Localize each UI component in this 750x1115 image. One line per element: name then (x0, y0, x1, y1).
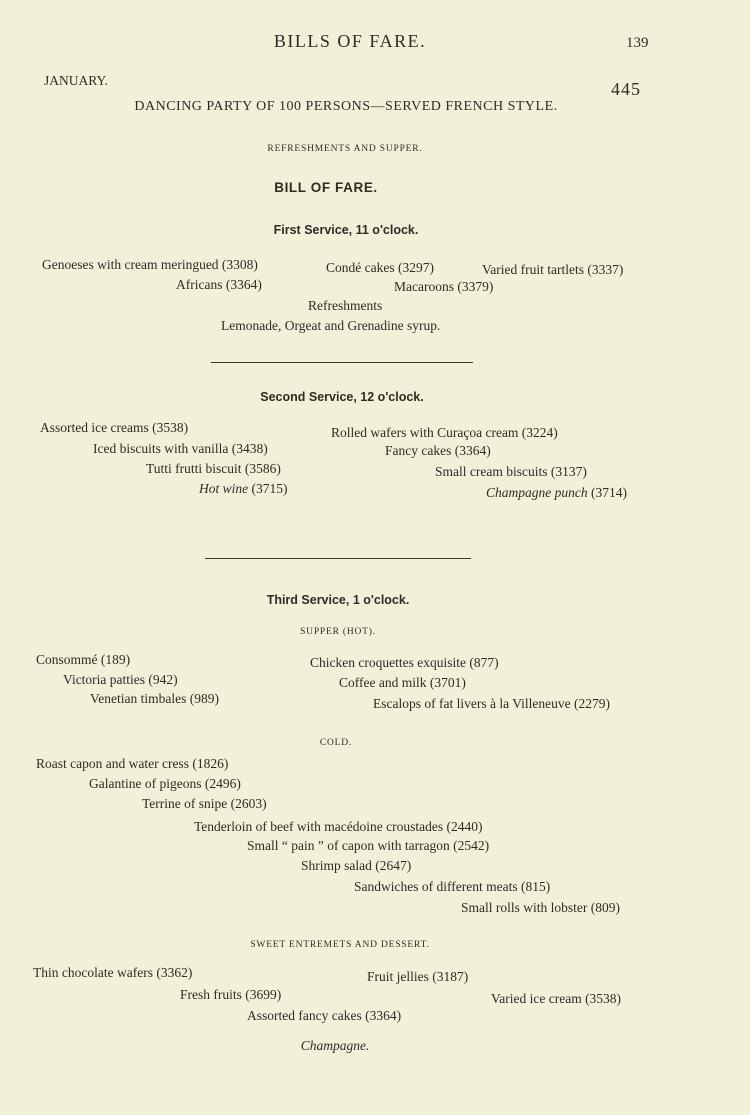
menu-item: Sandwiches of different meats (815) (354, 879, 551, 894)
menu-item: Escalops of fat livers à la Villeneuve (2279) (373, 696, 610, 711)
supper-hot-heading: SUPPER (HOT). (300, 627, 376, 637)
menu-item: Macaroons (3379) (394, 279, 494, 294)
menu-item: Refreshments (308, 298, 383, 313)
menu-item: Victoria patties (942) (63, 672, 178, 687)
cold-heading: COLD. (319, 738, 353, 748)
menu-item: Condé cakes (3297) (326, 260, 434, 275)
third-service-heading: Third Service, 1 o'clock. (266, 593, 410, 607)
menu-item: Fancy cakes (3364) (385, 443, 491, 458)
first-service-heading: First Service, 11 o'clock. (273, 223, 419, 237)
month-label: JANUARY. (44, 73, 108, 88)
menu-item-italic: Hot wine (199, 481, 249, 496)
menu-item-italic: Champagne punch (486, 485, 588, 500)
menu-item: Shrimp salad (2647) (301, 858, 412, 873)
menu-item: Small cream biscuits (3137) (435, 464, 587, 479)
menu-item: Tenderloin of beef with macédoine croustades (2440) (194, 819, 483, 834)
menu-item: Varied fruit tartlets (3337) (482, 262, 624, 277)
menu-item: Small “ pain ” of capon with tarragon (2542) (247, 838, 490, 853)
dessert-heading: SWEET ENTREMETS AND DESSERT. (250, 940, 430, 950)
menu-item: Coffee and milk (3701) (339, 675, 466, 690)
menu-item: Fruit jellies (3187) (367, 969, 469, 984)
menu-item: Venetian timbales (989) (90, 691, 219, 706)
menu-item: Africans (3364) (176, 277, 262, 292)
menu-item: Fresh fruits (3699) (180, 987, 282, 1002)
menu-item: Rolled wafers with Curaçoa cream (3224) (331, 425, 558, 440)
recipe-number: 445 (611, 79, 641, 99)
menu-item: Assorted fancy cakes (3364) (247, 1008, 402, 1023)
section-divider (211, 362, 473, 363)
page-subtitle: REFRESHMENTS AND SUPPER. (267, 144, 423, 154)
menu-item: Consommé (189) (36, 652, 131, 667)
running-title: BILLS OF FARE. (273, 31, 427, 51)
second-service-heading: Second Service, 12 o'clock. (260, 390, 424, 404)
menu-item: Iced biscuits with vanilla (3438) (93, 441, 268, 456)
menu-item: Galantine of pigeons (2496) (89, 776, 241, 791)
bill-of-fare-heading: BILL OF FARE. (274, 180, 378, 195)
page-title: DANCING PARTY OF 100 PERSONS—SERVED FRENCH STYLE. (134, 99, 558, 114)
menu-item (199, 482, 288, 496)
menu-item-ref: (3715) (251, 481, 288, 496)
menu-item: Thin chocolate wafers (3362) (33, 965, 193, 980)
menu-item: Tutti frutti biscuit (3586) (146, 461, 281, 476)
menu-item: Chicken croquettes exquisite (877) (310, 655, 499, 670)
menu-item: Genoeses with cream meringued (3308) (42, 257, 258, 272)
menu-item: Assorted ice creams (3538) (40, 420, 189, 435)
page-number: 139 (626, 35, 649, 51)
section-divider (205, 558, 471, 559)
menu-item: Terrine of snipe (2603) (142, 796, 267, 811)
menu-item: Roast capon and water cress (1826) (36, 756, 229, 771)
menu-item: Small rolls with lobster (809) (461, 900, 620, 915)
menu-item-ref: (3714) (591, 485, 627, 500)
closing-line: Champagne. (300, 1038, 370, 1053)
menu-item (486, 486, 627, 500)
menu-item: Lemonade, Orgeat and Grenadine syrup. (221, 318, 441, 333)
menu-item: Varied ice cream (3538) (491, 991, 622, 1006)
